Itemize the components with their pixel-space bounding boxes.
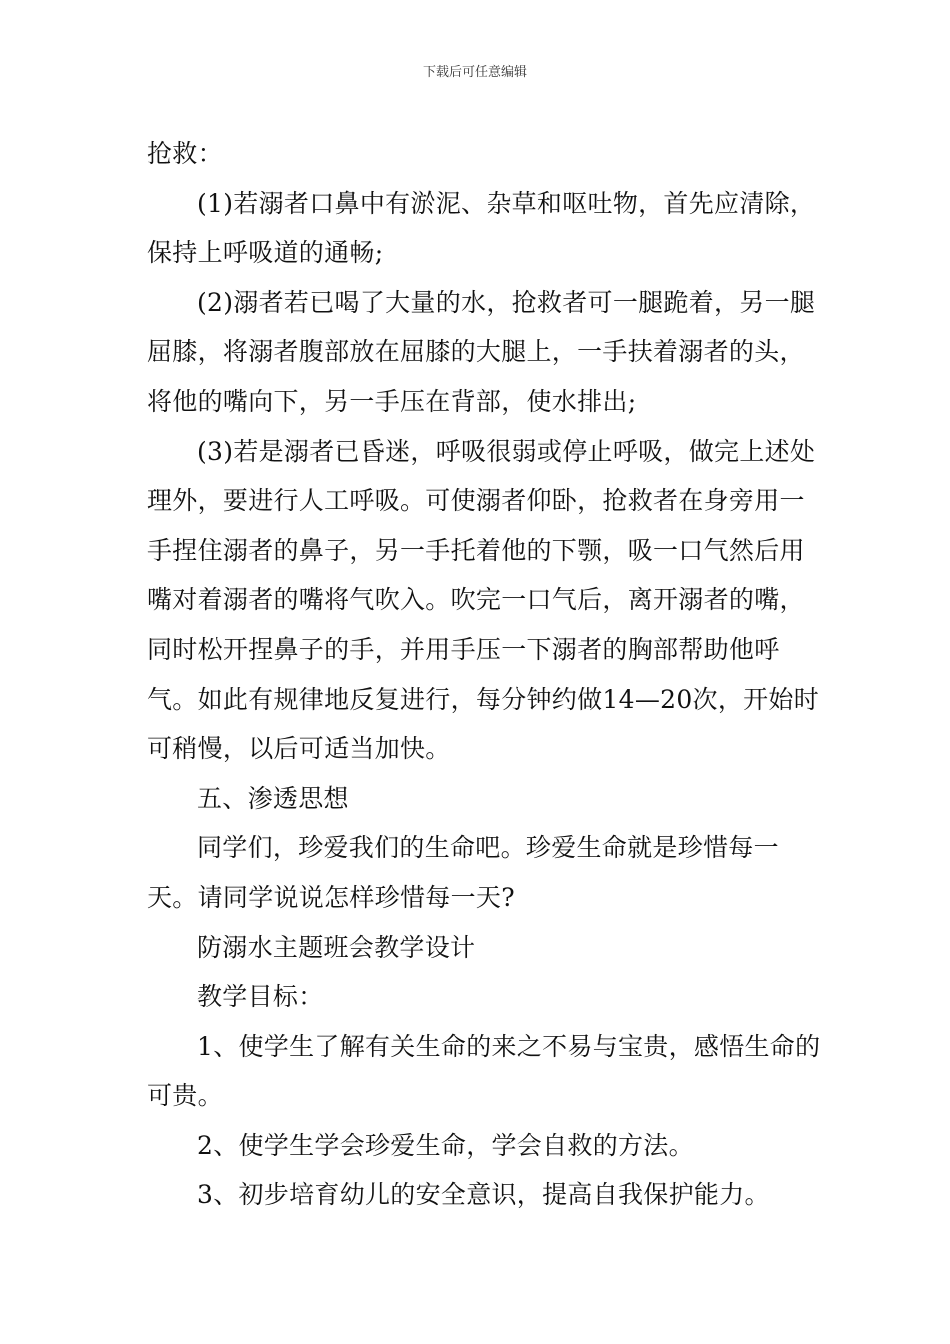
paragraph-rescue-step-3: (3)若是溺者已昏迷，呼吸很弱或停止呼吸，做完上述处理外，要进行人工呼吸。可使溺者仰卧，抢救者在身旁用一手捏住溺者的鼻子，另一手托着他的下颚，吸一口气然后用嘴对着溺者的嘴将气吹入。吹完一口气后，离开溺者的嘴，同时松开捏鼻子的手，并用手压一下溺者的胸部帮助他呼气。如此有规律地反复进行，每分钟约做14—20次，开始时可稍慢，以后可适当加快。: [147, 436, 820, 764]
lesson-plan-title: 防溺水主题班会教学设计: [197, 932, 476, 962]
paragraph-rescue-step-1: (1)若溺者口鼻中有淤泥、杂草和呕吐物，首先应清除，保持上呼吸道的通畅;: [147, 188, 816, 268]
page-header-note: 下载后可任意编辑: [422, 65, 527, 80]
paragraph-rescue-heading: 抢救：: [147, 139, 223, 168]
document-body: [147, 129, 827, 1220]
teaching-goal-2: 2、使学生学会珍爱生命，学会自救的方法。: [197, 1130, 694, 1160]
teaching-goals-heading: 教学目标：: [197, 982, 324, 1012]
paragraph-cherish-life: 同学们，珍爱我们的生命吧。珍爱生命就是珍惜每一天。请同学说说怎样珍惜每一天?: [147, 833, 779, 912]
paragraph-rescue-step-2: (2)溺者若已喝了大量的水，抢救者可一腿跪着，另一腿屈膝，将溺者腹部放在屈膝的大腿上，一手扶着溺者的头，将他的嘴向下，另一手压在背部，使水排出;: [147, 287, 816, 416]
teaching-goal-3: 3、初步培育幼儿的安全意识，提高自我保护能力。: [197, 1180, 770, 1210]
teaching-goal-1: 1、使学生了解有关生命的来之不易与宝贵，感悟生命的可贵。: [147, 1031, 821, 1111]
section-heading-five: 五、渗透思想: [197, 783, 349, 813]
